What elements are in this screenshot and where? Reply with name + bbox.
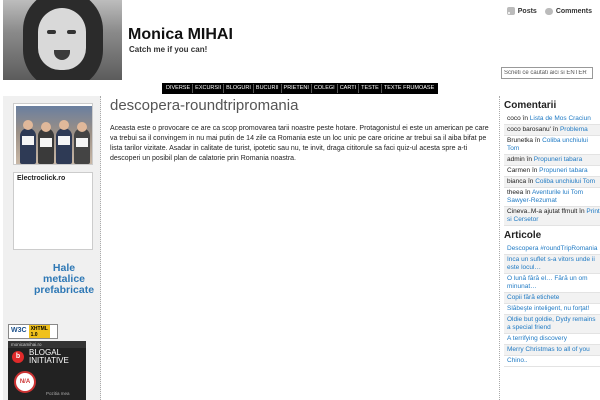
comment-item bbox=[504, 207, 600, 226]
feed-links bbox=[507, 7, 592, 15]
blogal-rank: N/A bbox=[14, 371, 36, 393]
nav-item[interactable]: PRIETENI bbox=[282, 84, 312, 93]
blogal-name-line1: BLOGAL bbox=[29, 348, 62, 357]
hale-line: metalice bbox=[42, 273, 86, 285]
comments-widget-title: Comentarii bbox=[504, 100, 557, 111]
comment-in-word: în bbox=[552, 126, 559, 133]
site-tagline: Catch me if you can! bbox=[129, 45, 208, 54]
comment-author: Brunetka bbox=[507, 137, 534, 144]
comment-item bbox=[504, 136, 600, 155]
site-title[interactable]: Monica MIHAI bbox=[128, 26, 233, 43]
article-link[interactable]: Descopera #roundTripRomania bbox=[504, 244, 600, 255]
electroclick-label: Electroclick.ro bbox=[17, 175, 66, 182]
comment-in-word: în bbox=[531, 167, 538, 174]
comment-post-link[interactable]: Coliba unchiului Tom bbox=[507, 137, 588, 152]
blogal-site-label: monicamihai.ro bbox=[8, 341, 86, 348]
w3c-xhtml-badge[interactable] bbox=[8, 324, 58, 339]
blogal-logo-icon: b bbox=[12, 351, 24, 363]
comment-in-word: în bbox=[526, 156, 532, 163]
comment-bubble-icon bbox=[545, 8, 553, 15]
header bbox=[0, 0, 600, 83]
w3c-label: W3C bbox=[9, 325, 29, 338]
comment-author: bianca bbox=[507, 178, 527, 185]
xhtml-label-line1: XHTML bbox=[30, 326, 48, 332]
articles-widget-title: Articole bbox=[504, 230, 542, 241]
nav-item[interactable]: TEXTE FRUMOASE bbox=[383, 85, 435, 91]
comment-author: coco barosanu' bbox=[507, 126, 551, 133]
nav-item[interactable]: TESTE bbox=[359, 84, 382, 93]
comment-author: Carmen bbox=[507, 167, 531, 174]
articles-list bbox=[504, 244, 600, 367]
main-nav bbox=[162, 83, 438, 94]
blogal-name bbox=[29, 349, 69, 365]
comments-feed-label: Comments bbox=[555, 7, 592, 15]
kids-photo[interactable] bbox=[16, 106, 92, 164]
comment-in-word: în bbox=[579, 208, 585, 215]
nav-item[interactable]: BUCURII bbox=[254, 84, 282, 93]
article-link[interactable]: A terrifying discovery bbox=[504, 334, 600, 345]
article-link[interactable]: Inca un suflet s-a vitors unde ii este locul… bbox=[504, 255, 600, 274]
search-input[interactable] bbox=[501, 67, 593, 79]
blogal-name-line2: INITIATIVE bbox=[29, 356, 69, 365]
comment-post-link[interactable]: Propuneri tabara bbox=[539, 167, 588, 174]
comment-in-word: în bbox=[527, 178, 534, 185]
blogal-position-label: Pozitia mea bbox=[46, 391, 70, 396]
xhtml-label bbox=[29, 325, 50, 338]
comment-author: admin bbox=[507, 156, 525, 163]
article-link[interactable]: Merry Christmas to all of you bbox=[504, 345, 600, 356]
hale-line: Hale bbox=[52, 262, 76, 274]
comment-post-link[interactable]: Propuneri tabara bbox=[533, 156, 583, 163]
comment-item bbox=[504, 114, 600, 125]
nav-item[interactable]: EXCURSII bbox=[193, 84, 224, 93]
nav-item[interactable]: BLOGURI bbox=[224, 84, 254, 93]
comment-item bbox=[504, 166, 600, 177]
electroclick-box[interactable] bbox=[13, 172, 93, 250]
header-portrait-photo bbox=[3, 0, 122, 80]
xhtml-label-line2: 1.0 bbox=[30, 332, 38, 338]
nav-item[interactable]: COLEGI bbox=[312, 84, 338, 93]
comment-post-link[interactable]: Problema bbox=[559, 126, 588, 133]
posts-feed-link[interactable] bbox=[507, 7, 537, 15]
sidebar-photo-box bbox=[13, 103, 93, 165]
nav-item[interactable]: CARTI bbox=[338, 84, 359, 93]
article-link[interactable]: Copii fără etichete bbox=[504, 293, 600, 304]
comment-item bbox=[504, 155, 600, 166]
comment-item bbox=[504, 177, 600, 188]
comment-author: Cineva..M-a ajutat ffmult bbox=[507, 208, 578, 215]
nav-item[interactable]: DIVERSE bbox=[164, 84, 193, 93]
comment-in-word: în bbox=[525, 189, 531, 196]
hale-line: prefabricate bbox=[33, 284, 95, 296]
right-sidebar bbox=[499, 96, 600, 400]
posts-feed-label: Posts bbox=[517, 7, 537, 15]
comment-post-link[interactable]: Coliba unchiului Tom bbox=[535, 178, 596, 185]
blogal-initiative-badge[interactable] bbox=[8, 341, 86, 400]
comments-feed-link[interactable] bbox=[545, 7, 592, 15]
comment-post-link[interactable]: Lista de Mos Craciun bbox=[529, 115, 591, 122]
comment-author: coco bbox=[507, 115, 521, 122]
comments-list bbox=[504, 114, 600, 226]
rss-icon bbox=[507, 7, 515, 15]
comment-in-word: în bbox=[522, 115, 528, 122]
post-title[interactable]: descopera-roundtripromania bbox=[110, 97, 299, 114]
main-content bbox=[110, 97, 493, 164]
article-link[interactable]: Slăbeşte inteligent, nu forţat! bbox=[504, 304, 600, 315]
post-body: Aceasta este o provocare ce are ca scop promovarea tarii noastre peste hotare. Protagonistul ei este un american pe care va trebui sa il convingem in nu mai putin de 14 zile ca Romania este un loc unic pe care oricine ar trebui sa il aiba bifat pe lista tarilor vizitate. Asadar in calitate de turist, ipotetic sau nu, te invit, draga cititorule sa faci quiz-ul acesta spre a-ti descoperi un posibil plan de calatorie prin Romania noastra. bbox=[110, 125, 489, 162]
article-link[interactable]: O lună fără el… Fără un om minunat… bbox=[504, 274, 600, 293]
comment-item bbox=[504, 188, 600, 207]
article-link[interactable]: Chino.. bbox=[504, 356, 600, 367]
article-link[interactable]: Oldie but goldie, Dydy remains a special friend bbox=[504, 315, 600, 334]
comment-item bbox=[504, 125, 600, 136]
hale-metalice-banner[interactable] bbox=[29, 263, 99, 296]
comment-in-word: în bbox=[534, 137, 541, 144]
comment-post-link[interactable]: Aventurile lui Tom Sawyer-Rezumat bbox=[507, 189, 584, 204]
left-sidebar bbox=[3, 96, 101, 400]
comment-post-link[interactable]: Print si Cersetor bbox=[507, 208, 600, 223]
comment-author: theea bbox=[507, 189, 524, 196]
